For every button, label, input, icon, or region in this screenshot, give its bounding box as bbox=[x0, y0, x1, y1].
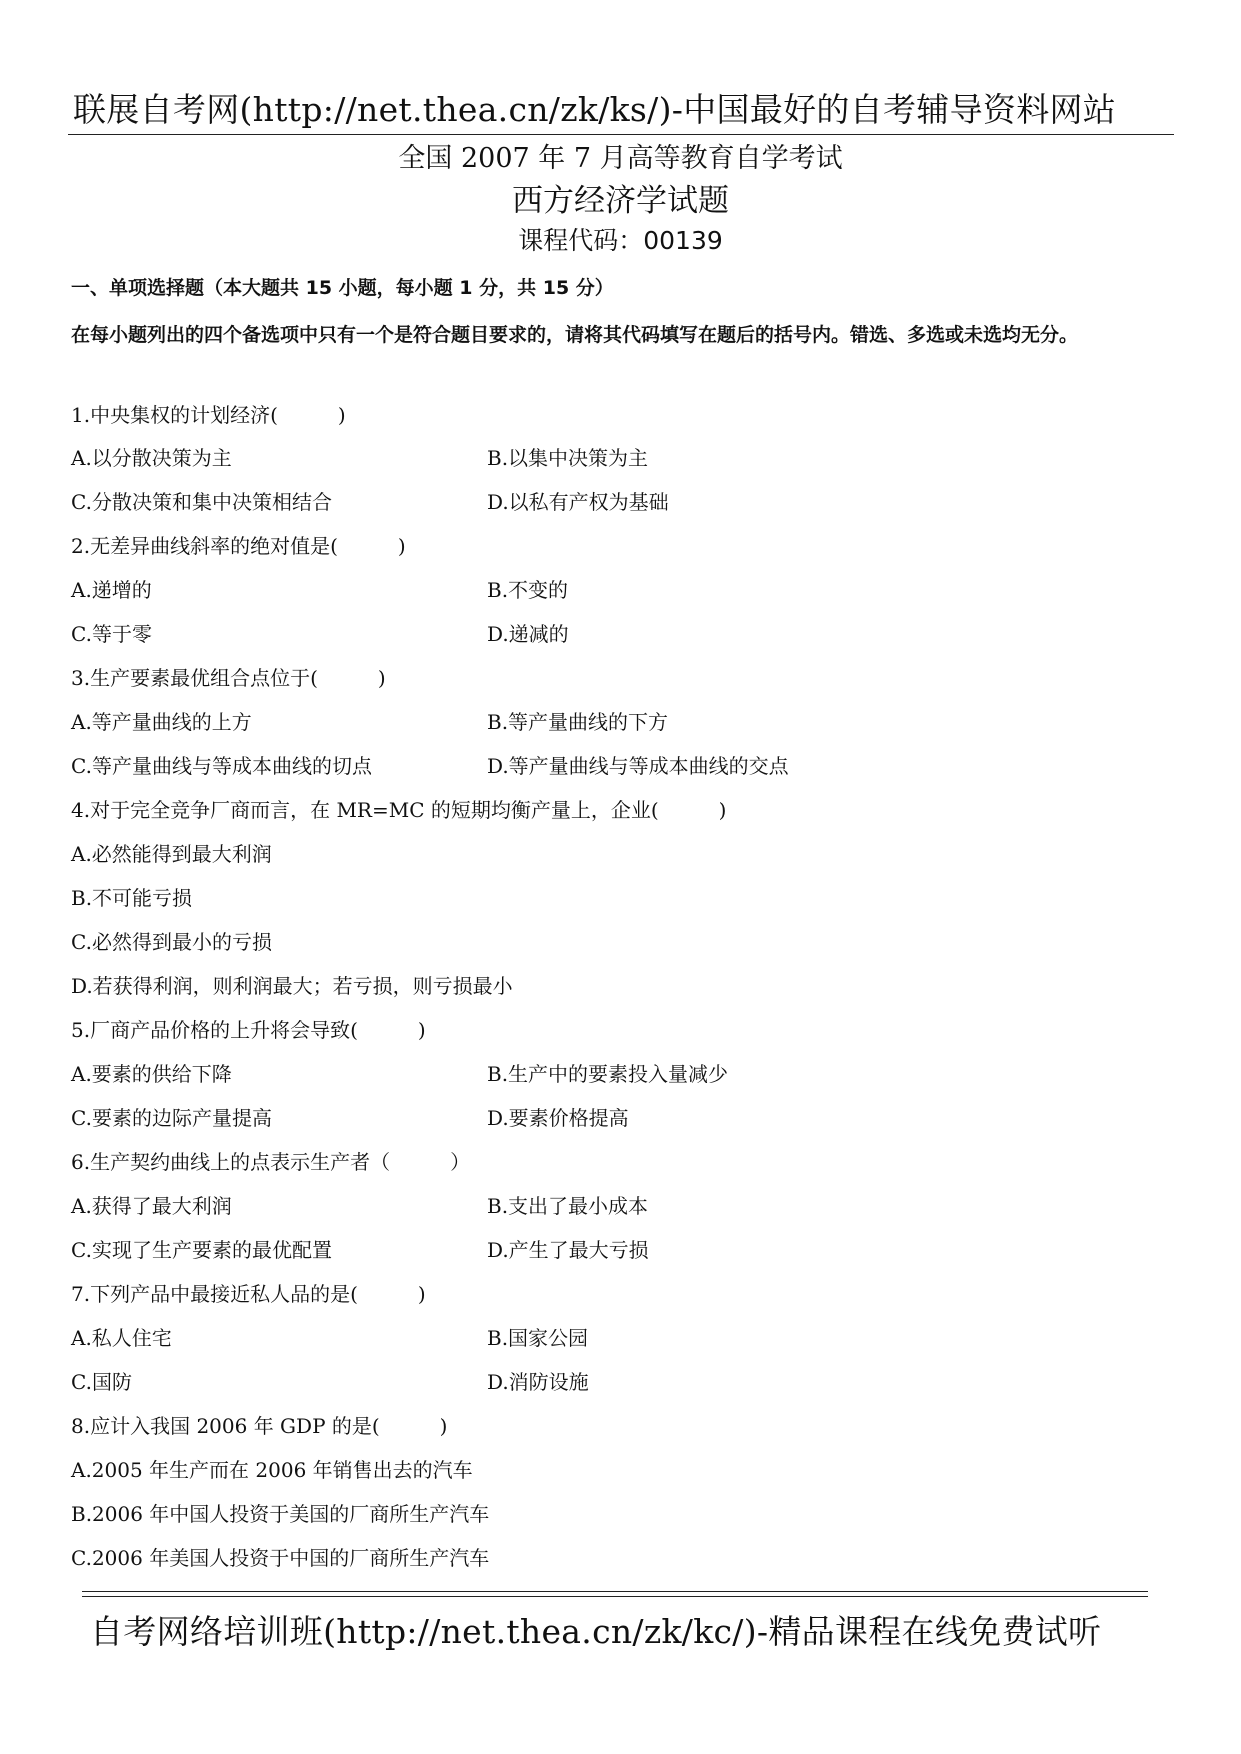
option-4a: A.必然能得到最大利润 bbox=[71, 842, 272, 866]
footer-divider-bottom bbox=[82, 1596, 1148, 1597]
question-stem-2: 2.无差异曲线斜率的绝对值是( ) bbox=[71, 534, 406, 558]
option-4b: B.不可能亏损 bbox=[71, 886, 193, 910]
option-1d: D.以私有产权为基础 bbox=[487, 490, 669, 514]
section-heading: 一、单项选择题（本大题共 15 小题，每小题 1 分，共 15 分） bbox=[71, 277, 614, 299]
option-3a: A.等产量曲线的上方 bbox=[71, 710, 252, 734]
option-6a: A.获得了最大利润 bbox=[71, 1194, 232, 1218]
option-7b: B.国家公园 bbox=[487, 1326, 589, 1350]
option-1a: A.以分散决策为主 bbox=[71, 446, 232, 470]
option-2c: C.等于零 bbox=[71, 622, 152, 646]
question-stem-8: 8.应计入我国 2006 年 GDP 的是( ) bbox=[71, 1414, 448, 1438]
site-header: 联展自考网(http://net.thea.cn/zk/ks/)-中国最好的自考辅导资料网站 bbox=[73, 90, 1117, 129]
option-8c: C.2006 年美国人投资于中国的厂商所生产汽车 bbox=[71, 1546, 490, 1570]
option-2a: A.递增的 bbox=[71, 578, 152, 602]
option-8a: A.2005 年生产而在 2006 年销售出去的汽车 bbox=[71, 1458, 473, 1482]
option-4c: C.必然得到最小的亏损 bbox=[71, 930, 272, 954]
option-7c: C.国防 bbox=[71, 1370, 132, 1394]
option-7a: A.私人住宅 bbox=[71, 1326, 172, 1350]
option-2d: D.递减的 bbox=[487, 622, 569, 646]
option-3c: C.等产量曲线与等成本曲线的切点 bbox=[71, 754, 372, 778]
option-1b: B.以集中决策为主 bbox=[487, 446, 649, 470]
option-6b: B.支出了最小成本 bbox=[487, 1194, 649, 1218]
question-stem-6: 6.生产契约曲线上的点表示生产者（ ） bbox=[71, 1150, 471, 1174]
footer-divider-top bbox=[82, 1591, 1148, 1592]
option-8b: B.2006 年中国人投资于美国的厂商所生产汽车 bbox=[71, 1502, 490, 1526]
option-5a: A.要素的供给下降 bbox=[71, 1062, 232, 1086]
site-footer: 自考网络培训班(http://net.thea.cn/zk/kc/)-精品课程在线免费试听 bbox=[90, 1612, 1102, 1651]
option-5b: B.生产中的要素投入量减少 bbox=[487, 1062, 729, 1086]
question-stem-5: 5.厂商产品价格的上升将会导致( ) bbox=[71, 1018, 426, 1042]
option-3d: D.等产量曲线与等成本曲线的交点 bbox=[487, 754, 789, 778]
option-3b: B.等产量曲线的下方 bbox=[487, 710, 669, 734]
section-instructions: 在每小题列出的四个备选项中只有一个是符合题目要求的，请将其代码填写在题后的括号内。错选、多选或未选均无分。 bbox=[71, 324, 1079, 346]
option-5c: C.要素的边际产量提高 bbox=[71, 1106, 272, 1130]
header-divider bbox=[68, 134, 1174, 135]
question-stem-4: 4.对于完全竞争厂商而言，在 MR=MC 的短期均衡产量上，企业( ) bbox=[71, 798, 727, 822]
option-1c: C.分散决策和集中决策相结合 bbox=[71, 490, 332, 514]
subject-title: 西方经济学试题 bbox=[512, 183, 729, 219]
option-6d: D.产生了最大亏损 bbox=[487, 1238, 649, 1262]
option-6c: C.实现了生产要素的最优配置 bbox=[71, 1238, 332, 1262]
question-stem-1: 1.中央集权的计划经济( ) bbox=[71, 403, 346, 427]
option-2b: B.不变的 bbox=[487, 578, 569, 602]
option-7d: D.消防设施 bbox=[487, 1370, 589, 1394]
question-stem-7: 7.下列产品中最接近私人品的是( ) bbox=[71, 1282, 426, 1306]
course-code: 课程代码：00139 bbox=[518, 226, 723, 255]
option-4d: D.若获得利润，则利润最大；若亏损，则亏损最小 bbox=[71, 974, 513, 998]
question-stem-3: 3.生产要素最优组合点位于( ) bbox=[71, 666, 386, 690]
option-5d: D.要素价格提高 bbox=[487, 1106, 629, 1130]
exam-title: 全国 2007 年 7 月高等教育自学考试 bbox=[398, 143, 843, 174]
